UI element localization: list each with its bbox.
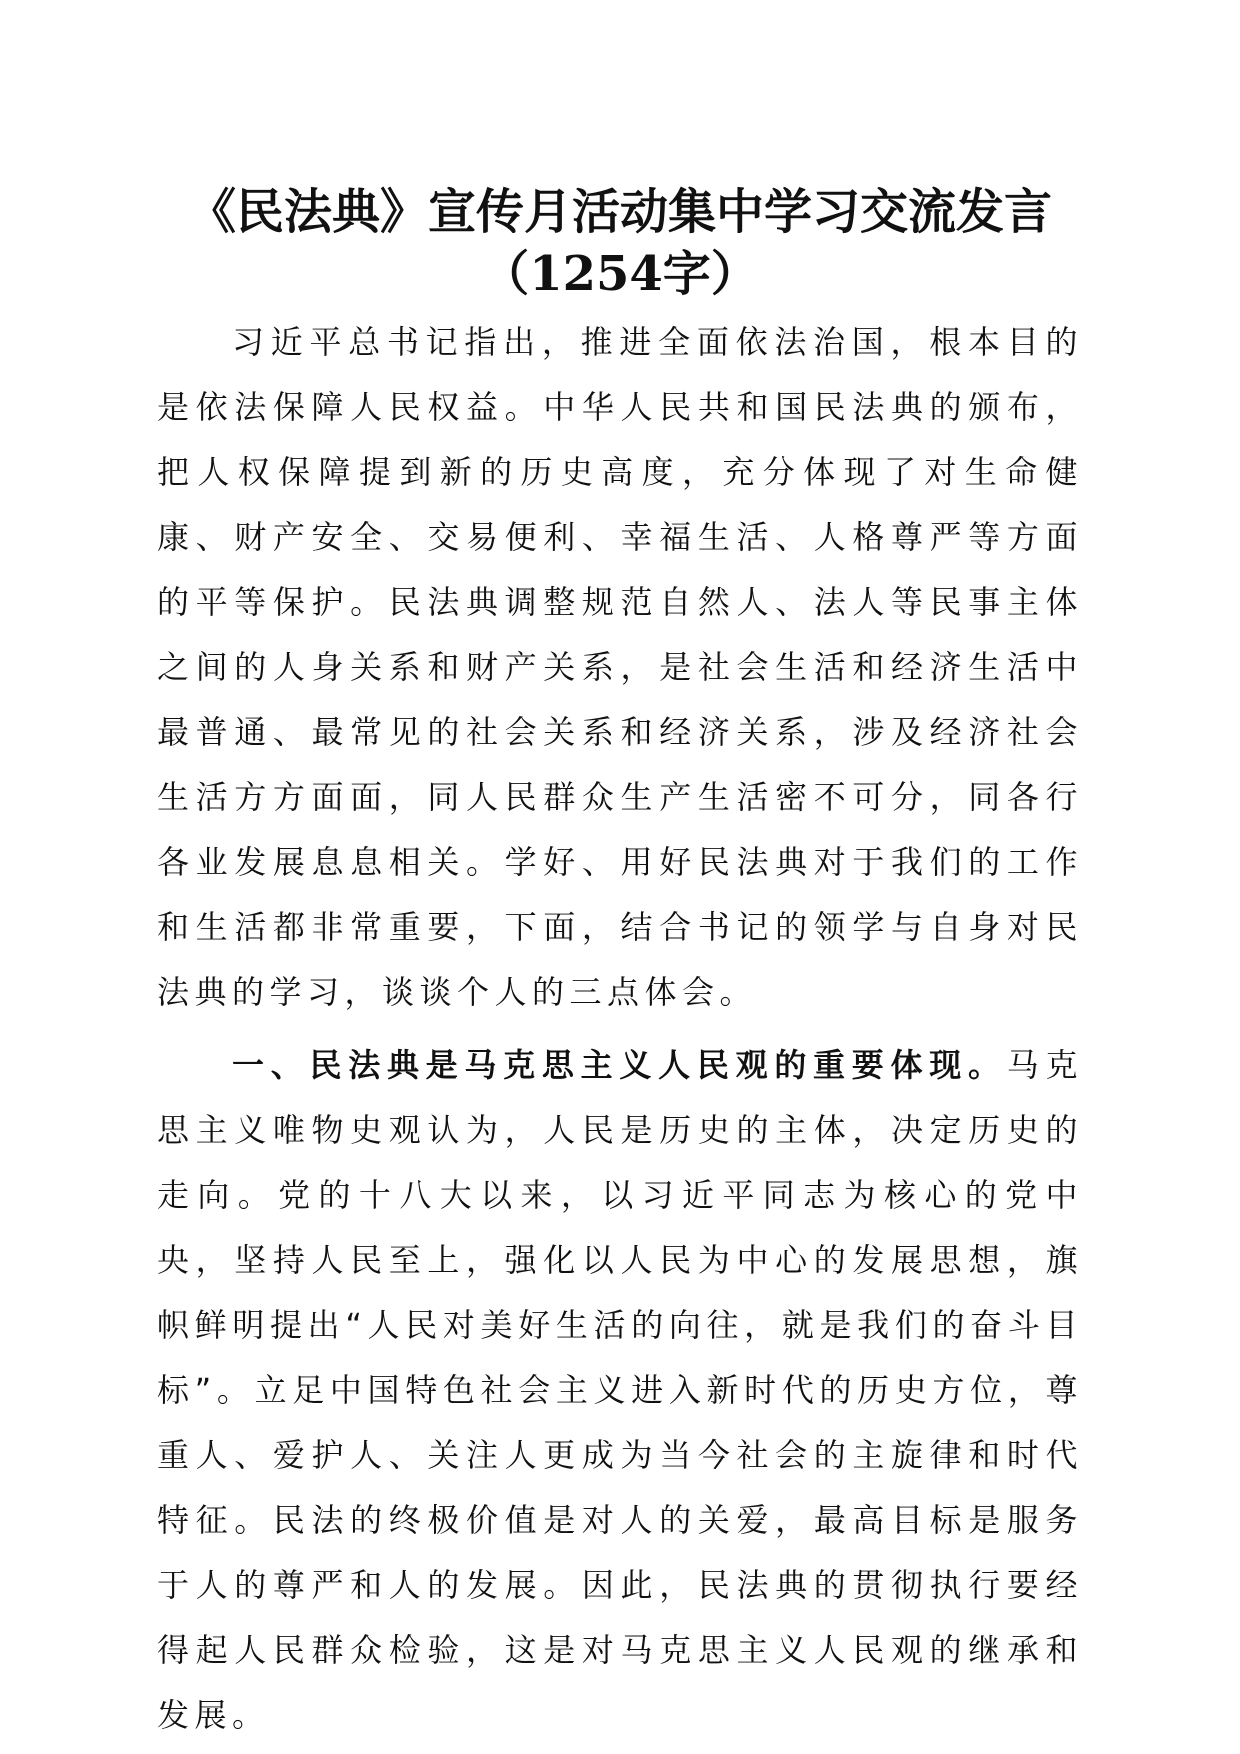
- document-body: [157, 310, 1083, 1748]
- paragraph-text: 习近平总书记指出，推进全面依法治国，根本目的是依法保障人民权益。中华人民共和国民法典的颁布，把人权保障提到新的历史高度，充分体现了对生命健康、财产安全、交易便利、幸福生活、人格尊严等方面的平等保护。民法典调整规范自然人、法人等民事主体之间的人身关系和财产关系，是社会生活和经济生活中最普通、最常见的社会关系和经济关系，涉及经济社会生活方方面面，同人民群众生产生活密不可分，同各行各业发展息息相关。学好、用好民法典对于我们的工作和生活都非常重要，下面，结合书记的领学与自身对民法典的学习，谈谈个人的三点体会。: [157, 323, 1083, 1011]
- document-title: 《民法典》宣传月活动集中学习交流发言: [187, 184, 1052, 240]
- paragraph-section-one: [157, 1033, 1083, 1748]
- paragraph-text: 马克思主义唯物史观认为，人民是历史的主体，决定历史的走向。党的十八大以来，以习近平同志为核心的党中央，坚持人民至上，强化以人民为中心的发展思想，旗帜鲜明提出“人民对美好生活的向往，就是我们的奋斗目标”。立足中国特色社会主义进入新时代的历史方位，尊重人、爱护人、关注人更成为当今社会的主旋律和时代特征。民法的终极价值是对人的关爱，最高目标是服务于人的尊严和人的发展。因此，民法典的贯彻执行要经得起人民群众检验，这是对马克思主义人民观的继承和发展。: [157, 1046, 1083, 1734]
- document-word-count: （1254字）: [481, 246, 759, 302]
- section-heading: 一、民法典是马克思主义人民观的重要体现。: [232, 1046, 1007, 1084]
- paragraph-intro: [157, 310, 1083, 1025]
